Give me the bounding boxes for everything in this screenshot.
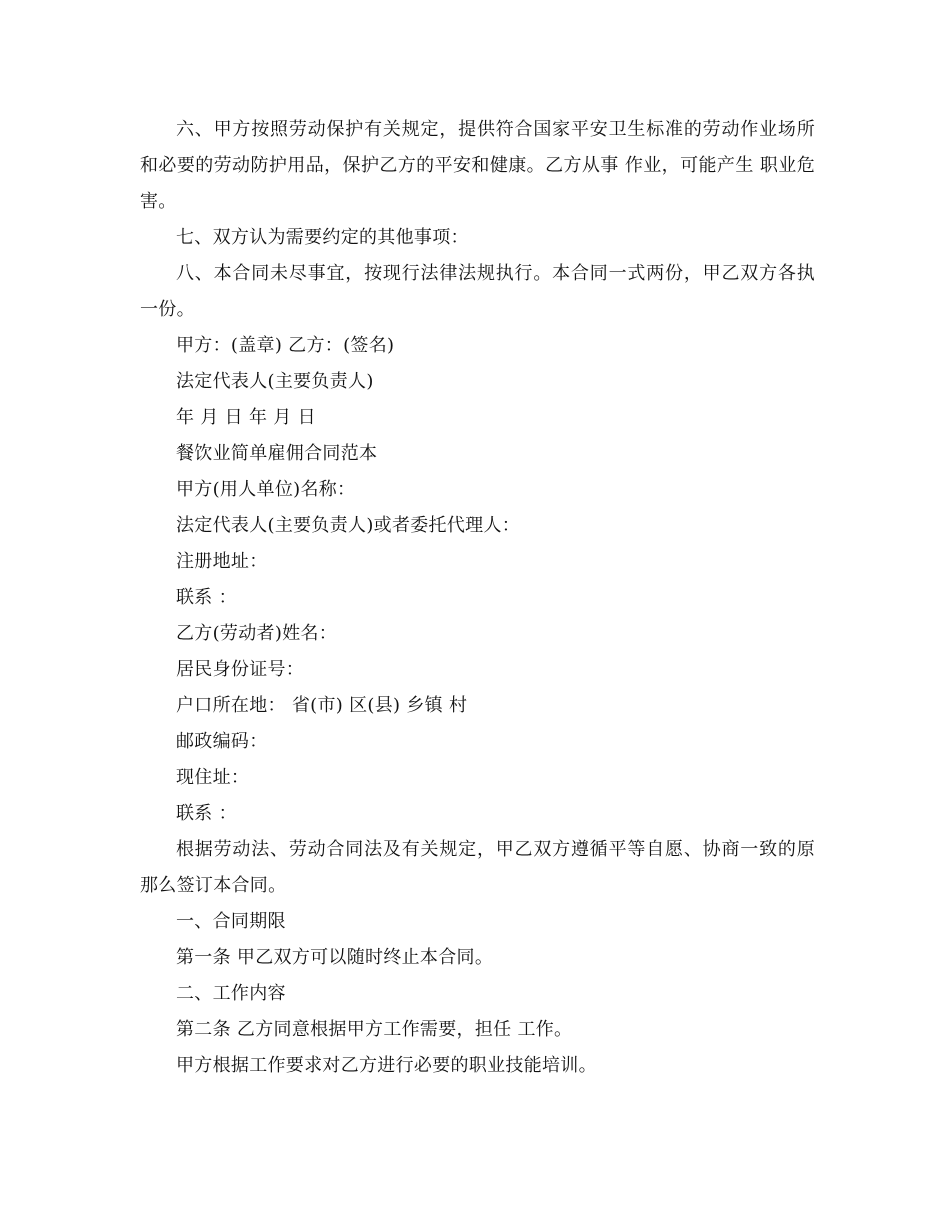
article-two-paragraph: 第二条 乙方同意根据甲方工作需要，担任 工作。 xyxy=(176,1019,573,1040)
date-line: 年 月 日 年 月 日 xyxy=(176,407,316,428)
clause-six-paragraph: 六、甲方按照劳动保护有关规定，提供符合国家平安卫生标准的劳动作业场所和必要的劳动防护用品，保护乙方的平安和健康。乙方从事 作业，可能产生 职业危害。 xyxy=(140,119,815,212)
employer-name-field: 甲方(用人单位)名称： xyxy=(176,479,356,500)
training-paragraph: 甲方根据工作要求对乙方进行必要的职业技能培训。 xyxy=(176,1055,597,1076)
registered-address-field: 注册地址： xyxy=(176,551,268,572)
section-two-heading: 二、工作内容 xyxy=(176,983,286,1004)
section-one-heading: 一、合同期限 xyxy=(176,911,286,932)
clause-eight-paragraph: 八、本合同未尽事宜，按现行法律法规执行。本合同一式两份，甲乙双方各执一份。 xyxy=(140,263,815,320)
household-registration-field: 户口所在地： 省(市) 区(县) 乡镇 村 xyxy=(176,695,468,716)
document-page xyxy=(140,112,815,1084)
signature-line: 甲方：(盖章) 乙方：(签名) xyxy=(176,335,395,356)
preamble-paragraph: 根据劳动法、劳动合同法及有关规定，甲乙双方遵循平等自愿、协商一致的原那么签订本合同。 xyxy=(140,839,815,896)
article-one-paragraph: 第一条 甲乙双方可以随时终止本合同。 xyxy=(176,947,494,968)
id-number-field: 居民身份证号： xyxy=(176,659,305,680)
employee-name-field: 乙方(劳动者)姓名： xyxy=(176,623,338,644)
employee-contact-field: 联系 ： xyxy=(176,803,237,824)
employer-representative-field: 法定代表人(主要负责人)或者委托代理人： xyxy=(176,515,521,536)
current-address-field: 现住址： xyxy=(176,767,250,788)
postal-code-field: 邮政编码： xyxy=(176,731,268,752)
employer-contact-field: 联系 ： xyxy=(176,587,237,608)
clause-seven-paragraph: 七、双方认为需要约定的其他事项： xyxy=(176,227,469,248)
contract-title: 餐饮业简单雇佣合同范本 xyxy=(176,443,378,464)
legal-representative-line: 法定代表人(主要负责人) xyxy=(176,371,374,392)
